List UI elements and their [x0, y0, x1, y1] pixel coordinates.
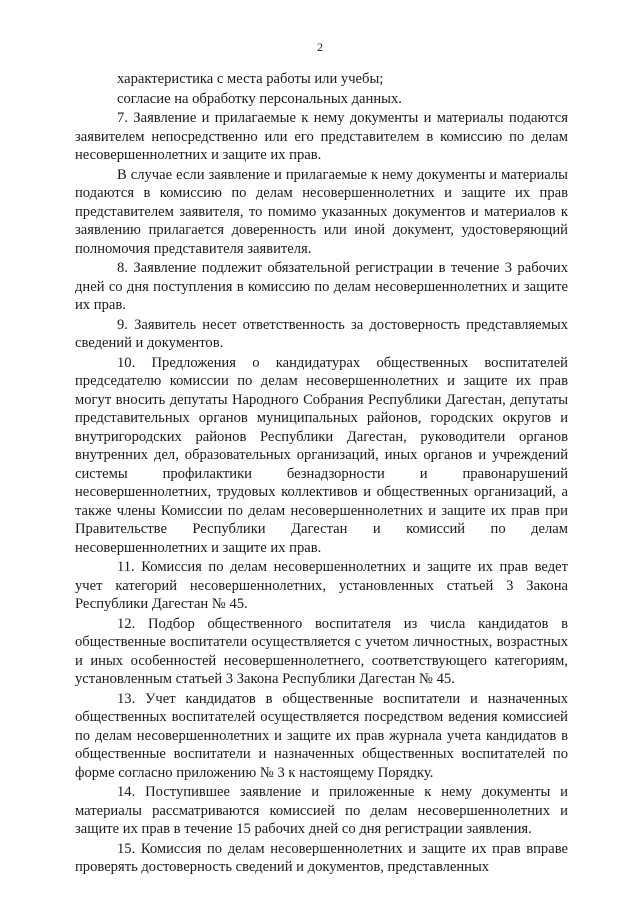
- document-body: [75, 70, 568, 878]
- paragraph-representative: В случае если заявление и прилагаемые к нему документы и материалы подаются в комиссию по делам несовершеннолетних и защите их прав представителем заявителя, то помимо указанных документов и материалов к заявлению прилагается доверенность или иной документ, удостоверяющий полномочия представителя заявителя.: [75, 166, 568, 257]
- paragraph-clause-10: 10. Предложения о кандидатурах общественных воспитателей председателю комиссии по делам несовершеннолетних и защите их прав могут вносить депутаты Народного Собрания Республики Дагестан, депутаты представительных органов муниципальных районов, городских округов и внутригородских районов Республики Дагестан, руководители органов внутренних дел, образовательных организаций, иных органов и учреждений системы профилактики безнадзорности и правонарушений несовершеннолетних, трудовых коллективов и общественных организаций, а также члены Комиссии по делам несовершеннолетних и защите их прав при Правительстве Республики Дагестан и комиссий по делам несовершеннолетних и защите их прав.: [75, 354, 568, 556]
- paragraph-consent-item: согласие на обработку персональных данных.: [117, 90, 402, 107]
- paragraph-clause-9: 9. Заявитель несет ответственность за достоверность представляемых сведений и документов.: [75, 316, 568, 351]
- paragraph-clause-13: 13. Учет кандидатов в общественные воспитатели и назначенных общественных воспитателей осуществляется посредством ведения комиссией по делам несовершеннолетних и защите их прав журнала учета кандидатов в общественные воспитатели и назначенных общественных воспитателей по форме согласно приложению № 3 к настоящему Порядку.: [75, 690, 568, 781]
- paragraph-clause-15: 15. Комиссия по делам несовершеннолетних и защите их прав вправе проверять достоверность сведений и документов, представленных: [75, 840, 568, 875]
- paragraph-reference-item: характеристика с места работы или учебы;: [117, 71, 384, 87]
- paragraph-clause-11: 11. Комиссия по делам несовершеннолетних и защите их прав ведет учет категорий несовершеннолетних, установленных статьей 3 Закона Республики Дагестан № 45.: [75, 559, 568, 612]
- paragraph-clause-8: 8. Заявление подлежит обязательной регистрации в течение 3 рабочих дней со дня поступления в комиссию по делам несовершеннолетних и защите их прав.: [75, 260, 568, 313]
- paragraph-clause-7: 7. Заявление и прилагаемые к нему документы и материалы подаются заявителем непосредственно или его представителем в комиссию по делам несовершеннолетних и защите их прав.: [75, 110, 568, 163]
- paragraph-clause-12: 12. Подбор общественного воспитателя из числа кандидатов в общественные воспитатели осуществляется с учетом личностных, возрастных и иных особенностей несовершеннолетнего, соответствующего категориям, установленным статьей 3 Закона Республики Дагестан № 45.: [75, 615, 568, 687]
- page-number: 2: [317, 40, 323, 54]
- paragraph-clause-14: 14. Поступившее заявление и приложенные к нему документы и материалы рассматриваются комиссией по делам несовершеннолетних и защите их прав в течение 15 рабочих дней со дня регистрации заявления.: [75, 784, 568, 837]
